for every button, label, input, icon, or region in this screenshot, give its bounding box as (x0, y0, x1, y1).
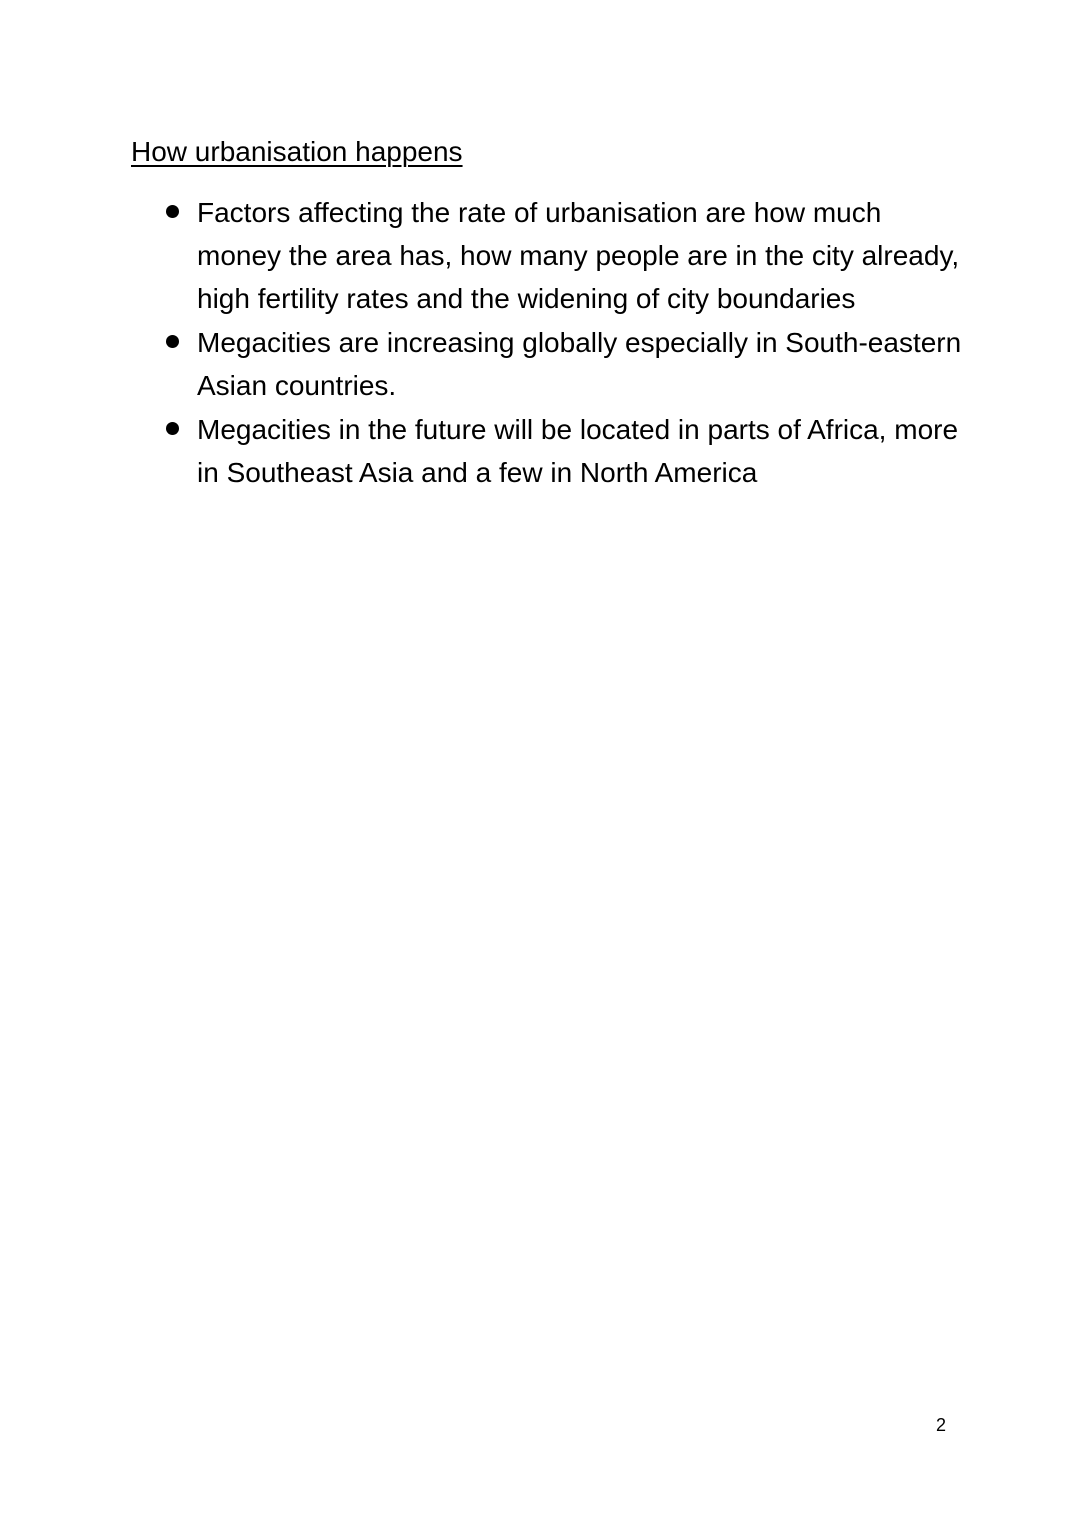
bullet-text: Factors affecting the rate of urbanisation are how much money the area has, how many people are in the city already, high fertility rates and the widening of city boundaries (197, 197, 960, 314)
bullet-point-icon (166, 205, 179, 218)
bullet-point-icon (166, 422, 179, 435)
bullet-list (163, 191, 963, 495)
bullet-item (163, 191, 963, 320)
bullet-point-icon (166, 335, 179, 348)
section-heading: How urbanisation happens (131, 136, 463, 167)
bullet-item (163, 321, 963, 407)
bullet-text: Megacities in the future will be located in parts of Africa, more in Southeast Asia and a few in North America (197, 414, 959, 488)
bullet-item (163, 408, 963, 494)
bullet-text: Megacities are increasing globally especially in South-eastern Asian countries. (197, 327, 962, 401)
page-number: 2 (936, 1415, 947, 1435)
